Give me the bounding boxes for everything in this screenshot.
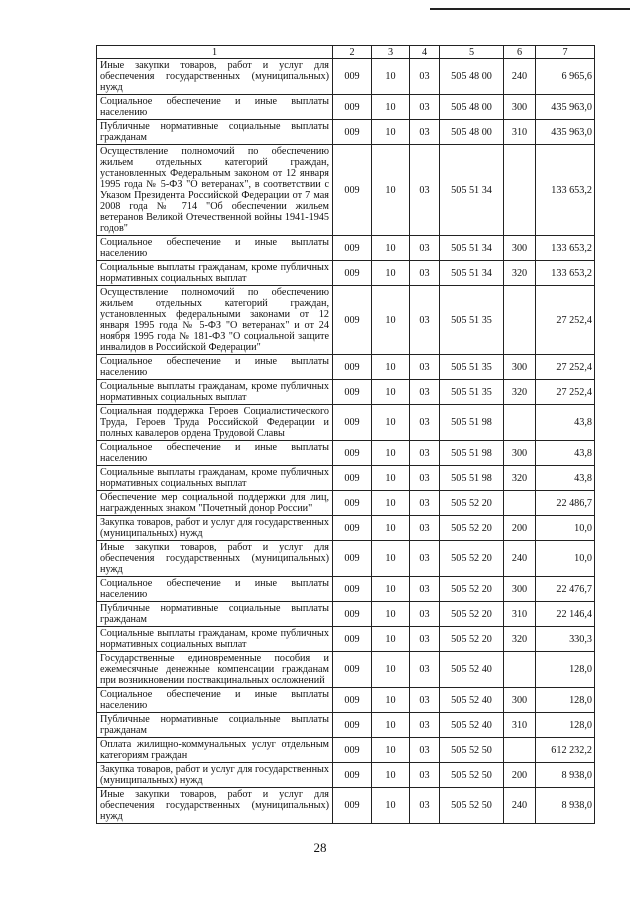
section-code-cell: 10	[372, 763, 410, 788]
expense-type-cell: 320	[504, 627, 536, 652]
subsection-code-cell: 03	[410, 688, 440, 713]
target-article-cell: 505 52 50	[440, 738, 504, 763]
target-article-cell: 505 52 20	[440, 516, 504, 541]
subsection-code-cell: 03	[410, 788, 440, 824]
amount-cell: 128,0	[536, 688, 595, 713]
section-code-cell: 10	[372, 286, 410, 355]
target-article-cell: 505 51 98	[440, 405, 504, 441]
subsection-code-cell: 03	[410, 491, 440, 516]
amount-cell: 8 938,0	[536, 788, 595, 824]
row-name-cell: Иные закупки товаров, работ и услуг для обеспечения государственных (муниципальных) нужд	[97, 541, 333, 577]
amount-cell: 612 232,2	[536, 738, 595, 763]
subsection-code-cell: 03	[410, 516, 440, 541]
target-article-cell: 505 51 98	[440, 441, 504, 466]
section-code-cell: 10	[372, 788, 410, 824]
section-code-cell: 10	[372, 516, 410, 541]
expense-type-cell: 200	[504, 516, 536, 541]
section-code-cell: 10	[372, 652, 410, 688]
table-row	[97, 95, 595, 120]
table-row	[97, 286, 595, 355]
target-article-cell: 505 51 34	[440, 261, 504, 286]
section-code-cell: 10	[372, 59, 410, 95]
row-name-cell: Осуществление полномочий по обеспечению жильем отдельных категорий граждан, установленных Федеральным законом от 12 января 1995 года № 5-ФЗ "О ветеранах", в соответствии с Указом Президента Российской Федерации от 7 мая 2008 года № 714 "Об обеспечении жильем ветеранов Великой Отечественной войны 1941-1945 годов"	[97, 145, 333, 236]
section-code-cell: 10	[372, 261, 410, 286]
table-row	[97, 145, 595, 236]
expense-type-cell	[504, 738, 536, 763]
expense-type-cell	[504, 491, 536, 516]
subsection-code-cell: 03	[410, 738, 440, 763]
ministry-code-cell: 009	[333, 441, 372, 466]
row-name-cell: Социальные выплаты гражданам, кроме публичных нормативных социальных выплат	[97, 380, 333, 405]
row-name-cell: Иные закупки товаров, работ и услуг для обеспечения государственных (муниципальных) нужд	[97, 59, 333, 95]
row-name-cell: Обеспечение мер социальной поддержки для лиц, награжденных знаком "Почетный донор России"	[97, 491, 333, 516]
section-code-cell: 10	[372, 602, 410, 627]
amount-cell: 27 252,4	[536, 355, 595, 380]
expense-type-cell	[504, 145, 536, 236]
table-row	[97, 405, 595, 441]
subsection-code-cell: 03	[410, 95, 440, 120]
amount-cell: 43,8	[536, 441, 595, 466]
ministry-code-cell: 009	[333, 355, 372, 380]
target-article-cell: 505 48 00	[440, 59, 504, 95]
subsection-code-cell: 03	[410, 652, 440, 688]
amount-cell: 6 965,6	[536, 59, 595, 95]
ministry-code-cell: 009	[333, 380, 372, 405]
table-row	[97, 236, 595, 261]
ministry-code-cell: 009	[333, 466, 372, 491]
section-code-cell: 10	[372, 120, 410, 145]
row-name-cell: Публичные нормативные социальные выплаты гражданам	[97, 602, 333, 627]
target-article-cell: 505 51 34	[440, 236, 504, 261]
amount-cell: 8 938,0	[536, 763, 595, 788]
row-name-cell: Социальное обеспечение и иные выплаты населению	[97, 688, 333, 713]
subsection-code-cell: 03	[410, 577, 440, 602]
section-code-cell: 10	[372, 236, 410, 261]
subsection-code-cell: 03	[410, 120, 440, 145]
table-row	[97, 355, 595, 380]
target-article-cell: 505 52 20	[440, 602, 504, 627]
amount-cell: 43,8	[536, 466, 595, 491]
table-row	[97, 466, 595, 491]
ministry-code-cell: 009	[333, 516, 372, 541]
row-name-cell: Публичные нормативные социальные выплаты гражданам	[97, 120, 333, 145]
row-name-cell: Осуществление полномочий по обеспечению жильем отдельных категорий граждан, установленных федеральными законами от 12 января 1995 года № 5-ФЗ "О ветеранах" и от 24 ноября 1995 года № 181-ФЗ "О социальной защите инвалидов в Российской Федерации"	[97, 286, 333, 355]
ministry-code-cell: 009	[333, 491, 372, 516]
amount-cell: 43,8	[536, 405, 595, 441]
section-code-cell: 10	[372, 95, 410, 120]
page-number: 28	[313, 840, 327, 855]
table-row	[97, 713, 595, 738]
row-name-cell: Социальное обеспечение и иные выплаты населению	[97, 236, 333, 261]
amount-cell: 10,0	[536, 516, 595, 541]
section-code-cell: 10	[372, 713, 410, 738]
target-article-cell: 505 51 98	[440, 466, 504, 491]
target-article-cell: 505 51 35	[440, 380, 504, 405]
expense-type-cell: 320	[504, 380, 536, 405]
subsection-code-cell: 03	[410, 236, 440, 261]
expense-type-cell: 320	[504, 261, 536, 286]
subsection-code-cell: 03	[410, 627, 440, 652]
expense-type-cell: 310	[504, 602, 536, 627]
row-name-cell: Закупка товаров, работ и услуг для государственных (муниципальных) нужд	[97, 516, 333, 541]
row-name-cell: Социальное обеспечение и иные выплаты населению	[97, 441, 333, 466]
ministry-code-cell: 009	[333, 541, 372, 577]
section-code-cell: 10	[372, 466, 410, 491]
subsection-code-cell: 03	[410, 380, 440, 405]
table-row	[97, 441, 595, 466]
section-code-cell: 10	[372, 738, 410, 763]
table-row	[97, 627, 595, 652]
ministry-code-cell: 009	[333, 59, 372, 95]
expense-type-cell: 240	[504, 788, 536, 824]
section-code-cell: 10	[372, 541, 410, 577]
table-row	[97, 491, 595, 516]
ministry-code-cell: 009	[333, 788, 372, 824]
row-name-cell: Социальное обеспечение и иные выплаты населению	[97, 355, 333, 380]
expense-type-cell: 310	[504, 713, 536, 738]
section-code-cell: 10	[372, 145, 410, 236]
amount-cell: 435 963,0	[536, 95, 595, 120]
section-code-cell: 10	[372, 405, 410, 441]
ministry-code-cell: 009	[333, 286, 372, 355]
expense-type-cell: 300	[504, 355, 536, 380]
expense-type-cell: 300	[504, 236, 536, 261]
subsection-code-cell: 03	[410, 763, 440, 788]
row-name-cell: Социальная поддержка Героев Социалистического Труда, Героев Труда Российской Федерации и полных кавалеров ордена Трудовой Славы	[97, 405, 333, 441]
section-code-cell: 10	[372, 441, 410, 466]
ministry-code-cell: 009	[333, 405, 372, 441]
expense-type-cell: 300	[504, 688, 536, 713]
target-article-cell: 505 51 35	[440, 355, 504, 380]
expense-type-cell: 310	[504, 120, 536, 145]
amount-cell: 22 476,7	[536, 577, 595, 602]
target-article-cell: 505 52 40	[440, 713, 504, 738]
expense-type-cell: 320	[504, 466, 536, 491]
header-cell: 4	[410, 46, 440, 59]
expense-type-cell: 300	[504, 441, 536, 466]
amount-cell: 22 486,7	[536, 491, 595, 516]
section-code-cell: 10	[372, 491, 410, 516]
target-article-cell: 505 52 50	[440, 763, 504, 788]
subsection-code-cell: 03	[410, 145, 440, 236]
row-name-cell: Социальное обеспечение и иные выплаты населению	[97, 95, 333, 120]
target-article-cell: 505 52 40	[440, 652, 504, 688]
subsection-code-cell: 03	[410, 541, 440, 577]
header-cell: 6	[504, 46, 536, 59]
header-cell: 5	[440, 46, 504, 59]
target-article-cell: 505 52 20	[440, 541, 504, 577]
expense-type-cell	[504, 286, 536, 355]
header-cell: 2	[333, 46, 372, 59]
subsection-code-cell: 03	[410, 602, 440, 627]
table-row	[97, 602, 595, 627]
ministry-code-cell: 009	[333, 261, 372, 286]
subsection-code-cell: 03	[410, 466, 440, 491]
expense-type-cell: 200	[504, 763, 536, 788]
subsection-code-cell: 03	[410, 405, 440, 441]
row-name-cell: Закупка товаров, работ и услуг для государственных (муниципальных) нужд	[97, 763, 333, 788]
table-row	[97, 577, 595, 602]
subsection-code-cell: 03	[410, 713, 440, 738]
target-article-cell: 505 52 40	[440, 688, 504, 713]
amount-cell: 133 653,2	[536, 145, 595, 236]
ministry-code-cell: 009	[333, 236, 372, 261]
row-name-cell: Социальные выплаты гражданам, кроме публичных нормативных социальных выплат	[97, 261, 333, 286]
expense-type-cell: 300	[504, 577, 536, 602]
section-code-cell: 10	[372, 355, 410, 380]
expense-type-cell	[504, 652, 536, 688]
top-rule	[430, 8, 630, 10]
table-row	[97, 788, 595, 824]
ministry-code-cell: 009	[333, 577, 372, 602]
ministry-code-cell: 009	[333, 602, 372, 627]
table-row	[97, 652, 595, 688]
target-article-cell: 505 48 00	[440, 120, 504, 145]
target-article-cell: 505 52 20	[440, 577, 504, 602]
amount-cell: 435 963,0	[536, 120, 595, 145]
table-row	[97, 738, 595, 763]
subsection-code-cell: 03	[410, 261, 440, 286]
header-cell: 7	[536, 46, 595, 59]
table-row	[97, 688, 595, 713]
row-name-cell: Оплата жилищно-коммунальных услуг отдельным категориям граждан	[97, 738, 333, 763]
subsection-code-cell: 03	[410, 355, 440, 380]
expense-type-cell: 240	[504, 59, 536, 95]
target-article-cell: 505 48 00	[440, 95, 504, 120]
row-name-cell: Иные закупки товаров, работ и услуг для обеспечения государственных (муниципальных) нужд	[97, 788, 333, 824]
target-article-cell: 505 51 35	[440, 286, 504, 355]
table-row	[97, 120, 595, 145]
subsection-code-cell: 03	[410, 286, 440, 355]
expense-type-cell: 300	[504, 95, 536, 120]
amount-cell: 330,3	[536, 627, 595, 652]
row-name-cell: Государственные единовременные пособия и ежемесячные денежные компенсации гражданам при возникновении поствакцинальных осложнений	[97, 652, 333, 688]
amount-cell: 22 146,4	[536, 602, 595, 627]
table-row	[97, 59, 595, 95]
section-code-cell: 10	[372, 627, 410, 652]
subsection-code-cell: 03	[410, 441, 440, 466]
subsection-code-cell: 03	[410, 59, 440, 95]
amount-cell: 27 252,4	[536, 286, 595, 355]
target-article-cell: 505 51 34	[440, 145, 504, 236]
amount-cell: 133 653,2	[536, 236, 595, 261]
ministry-code-cell: 009	[333, 120, 372, 145]
ministry-code-cell: 009	[333, 738, 372, 763]
row-name-cell: Социальные выплаты гражданам, кроме публичных нормативных социальных выплат	[97, 466, 333, 491]
table-row	[97, 261, 595, 286]
amount-cell: 27 252,4	[536, 380, 595, 405]
amount-cell: 10,0	[536, 541, 595, 577]
header-cell: 3	[372, 46, 410, 59]
ministry-code-cell: 009	[333, 627, 372, 652]
expense-type-cell	[504, 405, 536, 441]
table-row	[97, 763, 595, 788]
row-name-cell: Социальные выплаты гражданам, кроме публичных нормативных социальных выплат	[97, 627, 333, 652]
ministry-code-cell: 009	[333, 652, 372, 688]
ministry-code-cell: 009	[333, 763, 372, 788]
budget-table	[96, 45, 595, 824]
ministry-code-cell: 009	[333, 145, 372, 236]
row-name-cell: Социальное обеспечение и иные выплаты населению	[97, 577, 333, 602]
target-article-cell: 505 52 20	[440, 491, 504, 516]
target-article-cell: 505 52 50	[440, 788, 504, 824]
table-row	[97, 516, 595, 541]
amount-cell: 128,0	[536, 713, 595, 738]
section-code-cell: 10	[372, 380, 410, 405]
header-cell: 1	[97, 46, 333, 59]
target-article-cell: 505 52 20	[440, 627, 504, 652]
expense-type-cell: 240	[504, 541, 536, 577]
table-row	[97, 380, 595, 405]
row-name-cell: Публичные нормативные социальные выплаты гражданам	[97, 713, 333, 738]
ministry-code-cell: 009	[333, 95, 372, 120]
section-code-cell: 10	[372, 688, 410, 713]
amount-cell: 133 653,2	[536, 261, 595, 286]
amount-cell: 128,0	[536, 652, 595, 688]
section-code-cell: 10	[372, 577, 410, 602]
ministry-code-cell: 009	[333, 713, 372, 738]
table-row	[97, 541, 595, 577]
ministry-code-cell: 009	[333, 688, 372, 713]
table-header-row	[97, 46, 595, 59]
